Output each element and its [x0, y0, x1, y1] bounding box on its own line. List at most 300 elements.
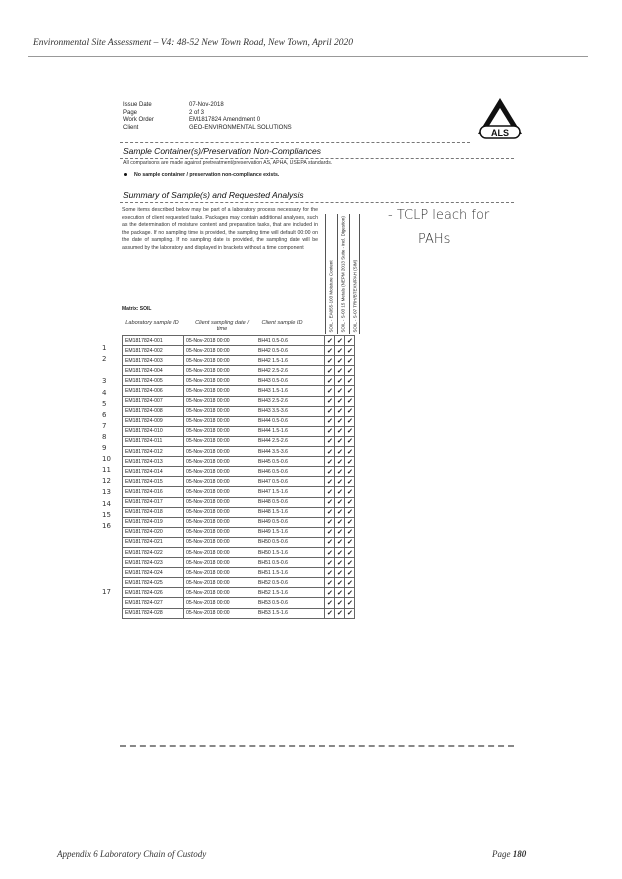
client-sample-id: BH44 1.5-1.6 [258, 428, 289, 435]
noncompliance-text: All comparisons are made against pretreatment/preservation AS, APHA, USEPA standards. [123, 160, 333, 166]
sample-info [184, 386, 325, 396]
check-icon: ✓ [346, 589, 353, 597]
check-icon: ✓ [336, 468, 343, 476]
lab-sample-id: EM1817824-028 [123, 608, 184, 618]
analysis-header-3: SOIL - S-07 TRH/BTEXN/PAH (SIM) [349, 214, 360, 334]
handwritten-note-line1: - TCLP leach for [388, 208, 490, 223]
lab-sample-id: EM1817824-006 [123, 386, 184, 396]
analysis-tick [335, 457, 345, 467]
analysis-tick [335, 558, 345, 568]
check-icon: ✓ [326, 519, 333, 527]
table-row [123, 376, 355, 386]
check-icon: ✓ [346, 549, 353, 557]
sampling-date: 05-Nov-2018 00:00 [186, 488, 230, 495]
sample-info [184, 457, 325, 467]
analysis-tick [335, 447, 345, 457]
client-sample-id: BH42 2.5-2.6 [258, 367, 289, 374]
table-row [123, 467, 355, 477]
check-icon: ✓ [346, 347, 353, 355]
analysis-tick [345, 527, 355, 537]
check-icon: ✓ [326, 438, 333, 446]
sample-info [184, 406, 325, 416]
table-row [123, 396, 355, 406]
table-row [123, 487, 355, 497]
client-sample-id: BH50 0.5-0.6 [258, 539, 289, 546]
check-icon: ✓ [346, 458, 353, 466]
work-order-value: EM1817824 Amendment 0 [189, 117, 261, 123]
divider [120, 142, 470, 143]
client-sample-id: BH47 1.5-1.6 [258, 488, 289, 495]
check-icon: ✓ [336, 388, 343, 396]
check-icon: ✓ [336, 559, 343, 567]
sample-info [184, 527, 325, 537]
analysis-tick [345, 406, 355, 416]
page-label: Page [123, 109, 138, 116]
client-sample-id: BH53 1.5-1.6 [258, 610, 289, 617]
analysis-tick [335, 467, 345, 477]
sample-info [184, 537, 325, 547]
lab-sample-id: EM1817824-015 [123, 477, 184, 487]
client-sample-id: BH49 1.5-1.6 [258, 529, 289, 536]
sampling-date: 05-Nov-2018 00:00 [186, 428, 230, 435]
analysis-tick [325, 356, 335, 366]
analysis-tick [345, 547, 355, 557]
check-icon: ✓ [326, 478, 333, 486]
row-number-annotation: 6 [102, 410, 107, 419]
client-sample-id: BH43 2.5-2.6 [258, 398, 289, 405]
row-number-annotation: 5 [102, 399, 107, 408]
analysis-tick [335, 537, 345, 547]
sample-info [184, 346, 325, 356]
sample-info [184, 517, 325, 527]
noncompliance-title: Sample Container(s)/Preservation Non-Compliances [123, 146, 321, 156]
sampling-date: 05-Nov-2018 00:00 [186, 448, 230, 455]
analysis-tick [345, 588, 355, 598]
check-icon: ✓ [336, 519, 343, 527]
check-icon: ✓ [346, 468, 353, 476]
table-row [123, 346, 355, 356]
check-icon: ✓ [336, 347, 343, 355]
sampling-date: 05-Nov-2018 00:00 [186, 529, 230, 536]
sampling-date: 05-Nov-2018 00:00 [186, 478, 230, 485]
analysis-tick [325, 588, 335, 598]
analysis-tick [345, 447, 355, 457]
sample-info [184, 447, 325, 457]
sampling-date: 05-Nov-2018 00:00 [186, 468, 230, 475]
check-icon: ✓ [336, 499, 343, 507]
check-icon: ✓ [336, 408, 343, 416]
analysis-tick [345, 487, 355, 497]
table-row [123, 568, 355, 578]
analysis-tick [335, 346, 345, 356]
check-icon: ✓ [336, 448, 343, 456]
check-icon: ✓ [326, 589, 333, 597]
analysis-tick [335, 366, 345, 376]
check-icon: ✓ [346, 509, 353, 517]
client-sample-id: BH52 0.5-0.6 [258, 579, 289, 586]
check-icon: ✓ [326, 499, 333, 507]
client-sample-id: BH42 1.5-1.6 [258, 357, 289, 364]
check-icon: ✓ [326, 347, 333, 355]
page-footer-number: Page 180 [492, 849, 527, 859]
check-icon: ✓ [336, 438, 343, 446]
table-row [123, 457, 355, 467]
check-icon: ✓ [336, 398, 343, 406]
analysis-tick [345, 517, 355, 527]
client-sample-id: BH48 1.5-1.6 [258, 509, 289, 516]
summary-title: Summary of Sample(s) and Requested Analysis [123, 190, 304, 200]
analysis-tick [325, 406, 335, 416]
analysis-tick [335, 598, 345, 608]
check-icon: ✓ [346, 488, 353, 496]
table-row [123, 527, 355, 537]
check-icon: ✓ [346, 610, 353, 618]
analysis-tick [345, 426, 355, 436]
table-row [123, 386, 355, 396]
check-icon: ✓ [346, 499, 353, 507]
analysis-tick [345, 336, 355, 346]
analysis-tick [345, 346, 355, 356]
sampling-date: 05-Nov-2018 00:00 [186, 569, 230, 576]
check-icon: ✓ [336, 529, 343, 537]
sample-info [184, 467, 325, 477]
row-number-annotation: 7 [102, 421, 107, 430]
sampling-date: 05-Nov-2018 00:00 [186, 499, 230, 506]
check-icon: ✓ [326, 367, 333, 375]
sampling-date: 05-Nov-2018 00:00 [186, 599, 230, 606]
col-header-client: Client sample ID [261, 320, 303, 326]
check-icon: ✓ [326, 337, 333, 345]
check-icon: ✓ [326, 488, 333, 496]
check-icon: ✓ [336, 367, 343, 375]
analysis-tick [345, 356, 355, 366]
issue-date-label: Issue Date [123, 102, 152, 108]
analysis-tick [325, 507, 335, 517]
check-icon: ✓ [336, 579, 343, 587]
check-icon: ✓ [346, 559, 353, 567]
row-number-annotation: 4 [102, 388, 107, 397]
analysis-tick [325, 497, 335, 507]
analysis-tick [325, 447, 335, 457]
check-icon: ✓ [326, 569, 333, 577]
row-number-annotation: 8 [102, 432, 107, 441]
client-sample-id: BH44 0.5-0.6 [258, 418, 289, 425]
check-icon: ✓ [336, 458, 343, 466]
analysis-tick [345, 507, 355, 517]
analysis-tick [325, 477, 335, 487]
lab-sample-id: EM1817824-023 [123, 558, 184, 568]
table-row [123, 517, 355, 527]
check-icon: ✓ [336, 337, 343, 345]
analysis-tick [345, 467, 355, 477]
sample-info [184, 608, 325, 618]
analysis-tick [345, 578, 355, 588]
check-icon: ✓ [336, 549, 343, 557]
analysis-tick [325, 467, 335, 477]
lab-sample-id: EM1817824-007 [123, 396, 184, 406]
table-row [123, 547, 355, 557]
als-logo [476, 96, 524, 140]
analysis-tick [345, 366, 355, 376]
sample-info [184, 356, 325, 366]
check-icon: ✓ [326, 428, 333, 436]
table-row [123, 578, 355, 588]
analysis-tick [335, 517, 345, 527]
client-sample-id: BH49 0.5-0.6 [258, 519, 289, 526]
analysis-tick [335, 396, 345, 406]
client-sample-id: BH43 3.5-3.6 [258, 408, 289, 415]
check-icon: ✓ [326, 579, 333, 587]
analysis-tick [335, 547, 345, 557]
sampling-date: 05-Nov-2018 00:00 [186, 559, 230, 566]
check-icon: ✓ [326, 509, 333, 517]
analysis-tick [345, 416, 355, 426]
analysis-tick [325, 608, 335, 618]
check-icon: ✓ [346, 599, 353, 607]
issue-date-value: 07-Nov-2018 [189, 102, 224, 108]
analysis-tick [325, 558, 335, 568]
row-number-annotation: 9 [102, 444, 107, 452]
check-icon: ✓ [326, 377, 333, 385]
analysis-tick [345, 457, 355, 467]
table-row [123, 477, 355, 487]
analysis-tick [325, 568, 335, 578]
client-sample-id: BH41 0.5-0.6 [258, 337, 289, 344]
check-icon: ✓ [326, 388, 333, 396]
analysis-header-2: SOIL - S-03 15 Metals (NEPM 2013 Suite - incl. Digestion) [337, 214, 347, 334]
table-row [123, 406, 355, 416]
lab-sample-id: EM1817824-018 [123, 507, 184, 517]
check-icon: ✓ [336, 418, 343, 426]
check-icon: ✓ [336, 539, 343, 547]
check-icon: ✓ [346, 529, 353, 537]
analysis-tick [335, 608, 345, 618]
sampling-date: 05-Nov-2018 00:00 [186, 438, 230, 445]
check-icon: ✓ [326, 408, 333, 416]
row-number-annotation: 13 [102, 488, 111, 497]
header-divider [28, 56, 588, 57]
lab-sample-id: EM1817824-013 [123, 457, 184, 467]
client-sample-id: BH46 0.5-0.6 [258, 468, 289, 475]
divider [120, 158, 514, 159]
sample-info [184, 598, 325, 608]
check-icon: ✓ [346, 448, 353, 456]
analysis-tick [325, 578, 335, 588]
table-row [123, 426, 355, 436]
sample-info [184, 436, 325, 446]
analysis-tick [345, 376, 355, 386]
analysis-tick [325, 336, 335, 346]
sample-info [184, 426, 325, 436]
lab-sample-id: EM1817824-008 [123, 406, 184, 416]
lab-sample-id: EM1817824-010 [123, 426, 184, 436]
analysis-header-1: SOIL - EA055-103 Moisture Content [325, 214, 335, 334]
check-icon: ✓ [346, 428, 353, 436]
sample-info [184, 497, 325, 507]
sample-info [184, 416, 325, 426]
analysis-tick [335, 426, 345, 436]
bullet-icon [124, 173, 127, 176]
check-icon: ✓ [346, 388, 353, 396]
analysis-tick [345, 558, 355, 568]
row-number-annotation: 1 [102, 344, 107, 353]
check-icon: ✓ [336, 599, 343, 607]
check-icon: ✓ [326, 448, 333, 456]
analysis-tick [325, 537, 335, 547]
client-label: Client [123, 124, 139, 131]
analysis-tick [335, 487, 345, 497]
lab-sample-id: EM1817824-014 [123, 467, 184, 477]
table-row [123, 507, 355, 517]
check-icon: ✓ [326, 529, 333, 537]
lab-sample-id: EM1817824-021 [123, 537, 184, 547]
check-icon: ✓ [346, 337, 353, 345]
lab-sample-id: EM1817824-003 [123, 356, 184, 366]
lab-sample-id: EM1817824-005 [123, 376, 184, 386]
sampling-date: 05-Nov-2018 00:00 [186, 610, 230, 617]
check-icon: ✓ [326, 539, 333, 547]
analysis-tick [345, 436, 355, 446]
table-row [123, 497, 355, 507]
row-number-annotation: 11 [102, 466, 111, 475]
sample-info [184, 396, 325, 406]
col-header-date: Client sampling date / time [195, 320, 249, 332]
lab-sample-id: EM1817824-016 [123, 487, 184, 497]
analysis-tick [335, 356, 345, 366]
analysis-tick [335, 406, 345, 416]
analysis-tick [335, 436, 345, 446]
table-row [123, 598, 355, 608]
check-icon: ✓ [326, 559, 333, 567]
row-number-annotation: 14 [102, 499, 111, 508]
check-icon: ✓ [336, 478, 343, 486]
sampling-date: 05-Nov-2018 00:00 [186, 398, 230, 405]
client-sample-id: BH50 1.5-1.6 [258, 549, 289, 556]
check-icon: ✓ [336, 589, 343, 597]
lab-sample-id: EM1817824-024 [123, 568, 184, 578]
client-sample-id: BH51 1.5-1.6 [258, 569, 289, 576]
lab-sample-id: EM1817824-017 [123, 497, 184, 507]
lab-sample-id: EM1817824-004 [123, 366, 184, 376]
sample-table [122, 335, 355, 619]
row-number-annotation: 2 [102, 355, 107, 364]
client-sample-id: BH52 1.5-1.6 [258, 589, 289, 596]
row-number-annotation: 10 [102, 455, 111, 464]
sampling-date: 05-Nov-2018 00:00 [186, 408, 230, 415]
analysis-tick [345, 598, 355, 608]
analysis-tick [345, 477, 355, 487]
analysis-tick [325, 517, 335, 527]
row-number-annotation: 3 [102, 377, 107, 386]
client-sample-id: BH53 0.5-0.6 [258, 599, 289, 606]
row-number-annotation: 16 [102, 521, 111, 530]
table-row [123, 558, 355, 568]
work-order-label: Work Order [123, 117, 154, 123]
analysis-tick [345, 497, 355, 507]
logo-text: ALS [491, 128, 509, 138]
summary-text: Some items described below may be part of a laboratory process necessary for the execution of client requested tasks. Packages may contain additional analyses, such as the determination of moisture content and preparation tasks, that are included in the package. If no sampling time is provided, the sampling time will default 00:00 on the date of sampling. If no sampling date is provided, the sampling date will be assumed by the laboratory and displayed in brackets without a time component [122, 207, 318, 251]
lab-sample-id: EM1817824-026 [123, 588, 184, 598]
lab-sample-id: EM1817824-001 [123, 336, 184, 346]
check-icon: ✓ [326, 599, 333, 607]
lab-sample-id: EM1817824-002 [123, 346, 184, 356]
divider [120, 202, 514, 203]
analysis-tick [345, 608, 355, 618]
check-icon: ✓ [336, 610, 343, 618]
check-icon: ✓ [336, 509, 343, 517]
lab-sample-id: EM1817824-027 [123, 598, 184, 608]
check-icon: ✓ [346, 367, 353, 375]
analysis-tick [325, 436, 335, 446]
check-icon: ✓ [346, 418, 353, 426]
check-icon: ✓ [336, 377, 343, 385]
table-row [123, 366, 355, 376]
check-icon: ✓ [346, 357, 353, 365]
check-icon: ✓ [346, 438, 353, 446]
sampling-date: 05-Nov-2018 00:00 [186, 367, 230, 374]
analysis-tick [335, 416, 345, 426]
lab-sample-id: EM1817824-019 [123, 517, 184, 527]
table-row [123, 537, 355, 547]
analysis-tick [325, 547, 335, 557]
sampling-date: 05-Nov-2018 00:00 [186, 549, 230, 556]
table-row [123, 447, 355, 457]
analysis-tick [325, 346, 335, 356]
analysis-tick [335, 336, 345, 346]
lab-sample-id: EM1817824-009 [123, 416, 184, 426]
client-sample-id: BH51 0.5-0.6 [258, 559, 289, 566]
sample-info [184, 578, 325, 588]
analysis-tick [325, 386, 335, 396]
client-sample-id: BH43 0.5-0.6 [258, 377, 289, 384]
sample-info [184, 477, 325, 487]
table-row [123, 608, 355, 618]
analysis-tick [335, 386, 345, 396]
lab-sample-id: EM1817824-022 [123, 547, 184, 557]
analysis-tick [325, 487, 335, 497]
report-metadata [123, 102, 292, 132]
analysis-tick [335, 588, 345, 598]
analysis-tick [335, 477, 345, 487]
client-sample-id: BH43 1.5-1.6 [258, 388, 289, 395]
check-icon: ✓ [346, 478, 353, 486]
client-value: GEO-ENVIRONMENTAL SOLUTIONS [189, 124, 292, 131]
analysis-tick [335, 527, 345, 537]
check-icon: ✓ [326, 610, 333, 618]
analysis-tick [325, 598, 335, 608]
sampling-date: 05-Nov-2018 00:00 [186, 539, 230, 546]
check-icon: ✓ [346, 569, 353, 577]
sample-info [184, 336, 325, 346]
page-footer-title: Appendix 6 Laboratory Chain of Custody [57, 849, 207, 859]
analysis-tick [335, 497, 345, 507]
sample-info [184, 558, 325, 568]
client-sample-id: BH45 0.5-0.6 [258, 458, 289, 465]
check-icon: ✓ [346, 579, 353, 587]
lab-sample-id: EM1817824-011 [123, 436, 184, 446]
sampling-date: 05-Nov-2018 00:00 [186, 509, 230, 516]
client-sample-id: BH42 0.5-0.6 [258, 347, 289, 354]
page-value: 2 of 3 [189, 109, 205, 116]
check-icon: ✓ [326, 418, 333, 426]
check-icon: ✓ [346, 398, 353, 406]
col-header-lab: Laboratory sample ID [125, 320, 179, 326]
analysis-tick [335, 376, 345, 386]
analysis-tick [345, 537, 355, 547]
analysis-tick [345, 386, 355, 396]
analysis-tick [325, 457, 335, 467]
lab-sample-id: EM1817824-012 [123, 447, 184, 457]
